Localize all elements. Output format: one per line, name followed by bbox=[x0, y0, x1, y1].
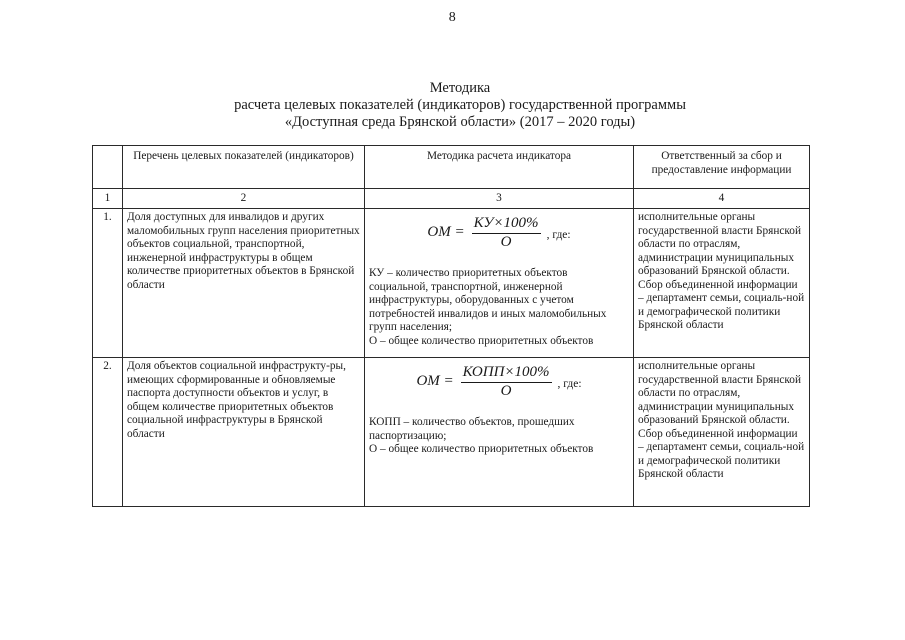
formula bbox=[369, 360, 629, 404]
definition-text: КОПП – количество объектов, прошедших паспортизацию; bbox=[369, 416, 575, 442]
formula-suffix: , где: bbox=[557, 378, 582, 391]
title-line-3: «Доступная среда Брянской области» (2017 – 2020 годы) bbox=[284, 114, 636, 130]
title-line-2: расчета целевых показателей (индикаторов) государственной программы bbox=[234, 97, 686, 113]
header-num bbox=[93, 146, 123, 189]
formula-lhs: ОМ = bbox=[416, 373, 454, 390]
header-indicators: Перечень целевых показателей (индикаторов) bbox=[123, 146, 365, 189]
formula-suffix: , где: bbox=[546, 229, 571, 242]
definition-text: О – общее количество приоритетных объектов bbox=[369, 443, 594, 455]
method-cell bbox=[365, 209, 634, 358]
document-title bbox=[150, 80, 770, 131]
formula-denominator: О bbox=[500, 382, 512, 399]
definition-text: О – общее количество приоритетных объектов bbox=[369, 334, 594, 347]
row-number: 1. bbox=[93, 209, 123, 358]
table-row bbox=[93, 209, 810, 358]
responsible-text: исполнительные органы государственной власти Брянской области по отраслям, администрации муниципальных образований Брянской области. Сбор объединенной информации – департамент семьи, социаль-ной и демографической политики Брянской области bbox=[634, 209, 810, 358]
row-number: 2. bbox=[93, 358, 123, 507]
methodology-table bbox=[92, 145, 810, 507]
column-number: 3 bbox=[365, 189, 634, 209]
column-number: 1 bbox=[93, 189, 123, 209]
column-number: 4 bbox=[634, 189, 810, 209]
column-number: 2 bbox=[123, 189, 365, 209]
table-header-row bbox=[93, 146, 810, 189]
indicator-text: Доля доступных для инвалидов и других маломобильных групп населения приоритетных объектов социальной, транспортной, инженерной инфраструктуры в общем количестве приоритетных объектов в Брянской области bbox=[123, 209, 365, 358]
formula bbox=[369, 211, 629, 255]
formula-denominator: О bbox=[500, 233, 512, 250]
page-number: 8 bbox=[448, 10, 457, 25]
method-cell bbox=[365, 358, 634, 507]
formula-fraction bbox=[472, 217, 541, 249]
formula-lhs: ОМ = bbox=[427, 224, 465, 241]
definition-text: КУ – количество приоритетных объектов социальной, транспортной, инженерной инфраструктуры, оборудованных с учетом потребностей инвалидов и иных маломобильных групп населения; bbox=[369, 267, 607, 333]
column-number-row bbox=[93, 189, 810, 209]
table-row bbox=[93, 358, 810, 507]
formula-fraction bbox=[461, 366, 552, 398]
header-method: Методика расчета индикатора bbox=[365, 146, 634, 189]
indicator-text: Доля объектов социальной инфраструкту-ры, имеющих сформированные и обновляемые паспорта доступности объектов и услуг, в общем количестве приоритетных объектов социальной инфраструктуры в Брянской области bbox=[123, 358, 365, 507]
formula-numerator: КОПП×100% bbox=[461, 366, 552, 383]
responsible-text: исполнительные органы государственной власти Брянской области по отраслям, администрации муниципальных образований Брянской области. Сбор объединенной информации – департамент семьи, социаль-ной и демографической политики Брянской области bbox=[634, 358, 810, 507]
title-line-1: Методика bbox=[429, 80, 491, 96]
header-responsible: Ответственный за сбор и предоставление информации bbox=[634, 146, 810, 189]
formula-numerator: КУ×100% bbox=[472, 217, 541, 234]
